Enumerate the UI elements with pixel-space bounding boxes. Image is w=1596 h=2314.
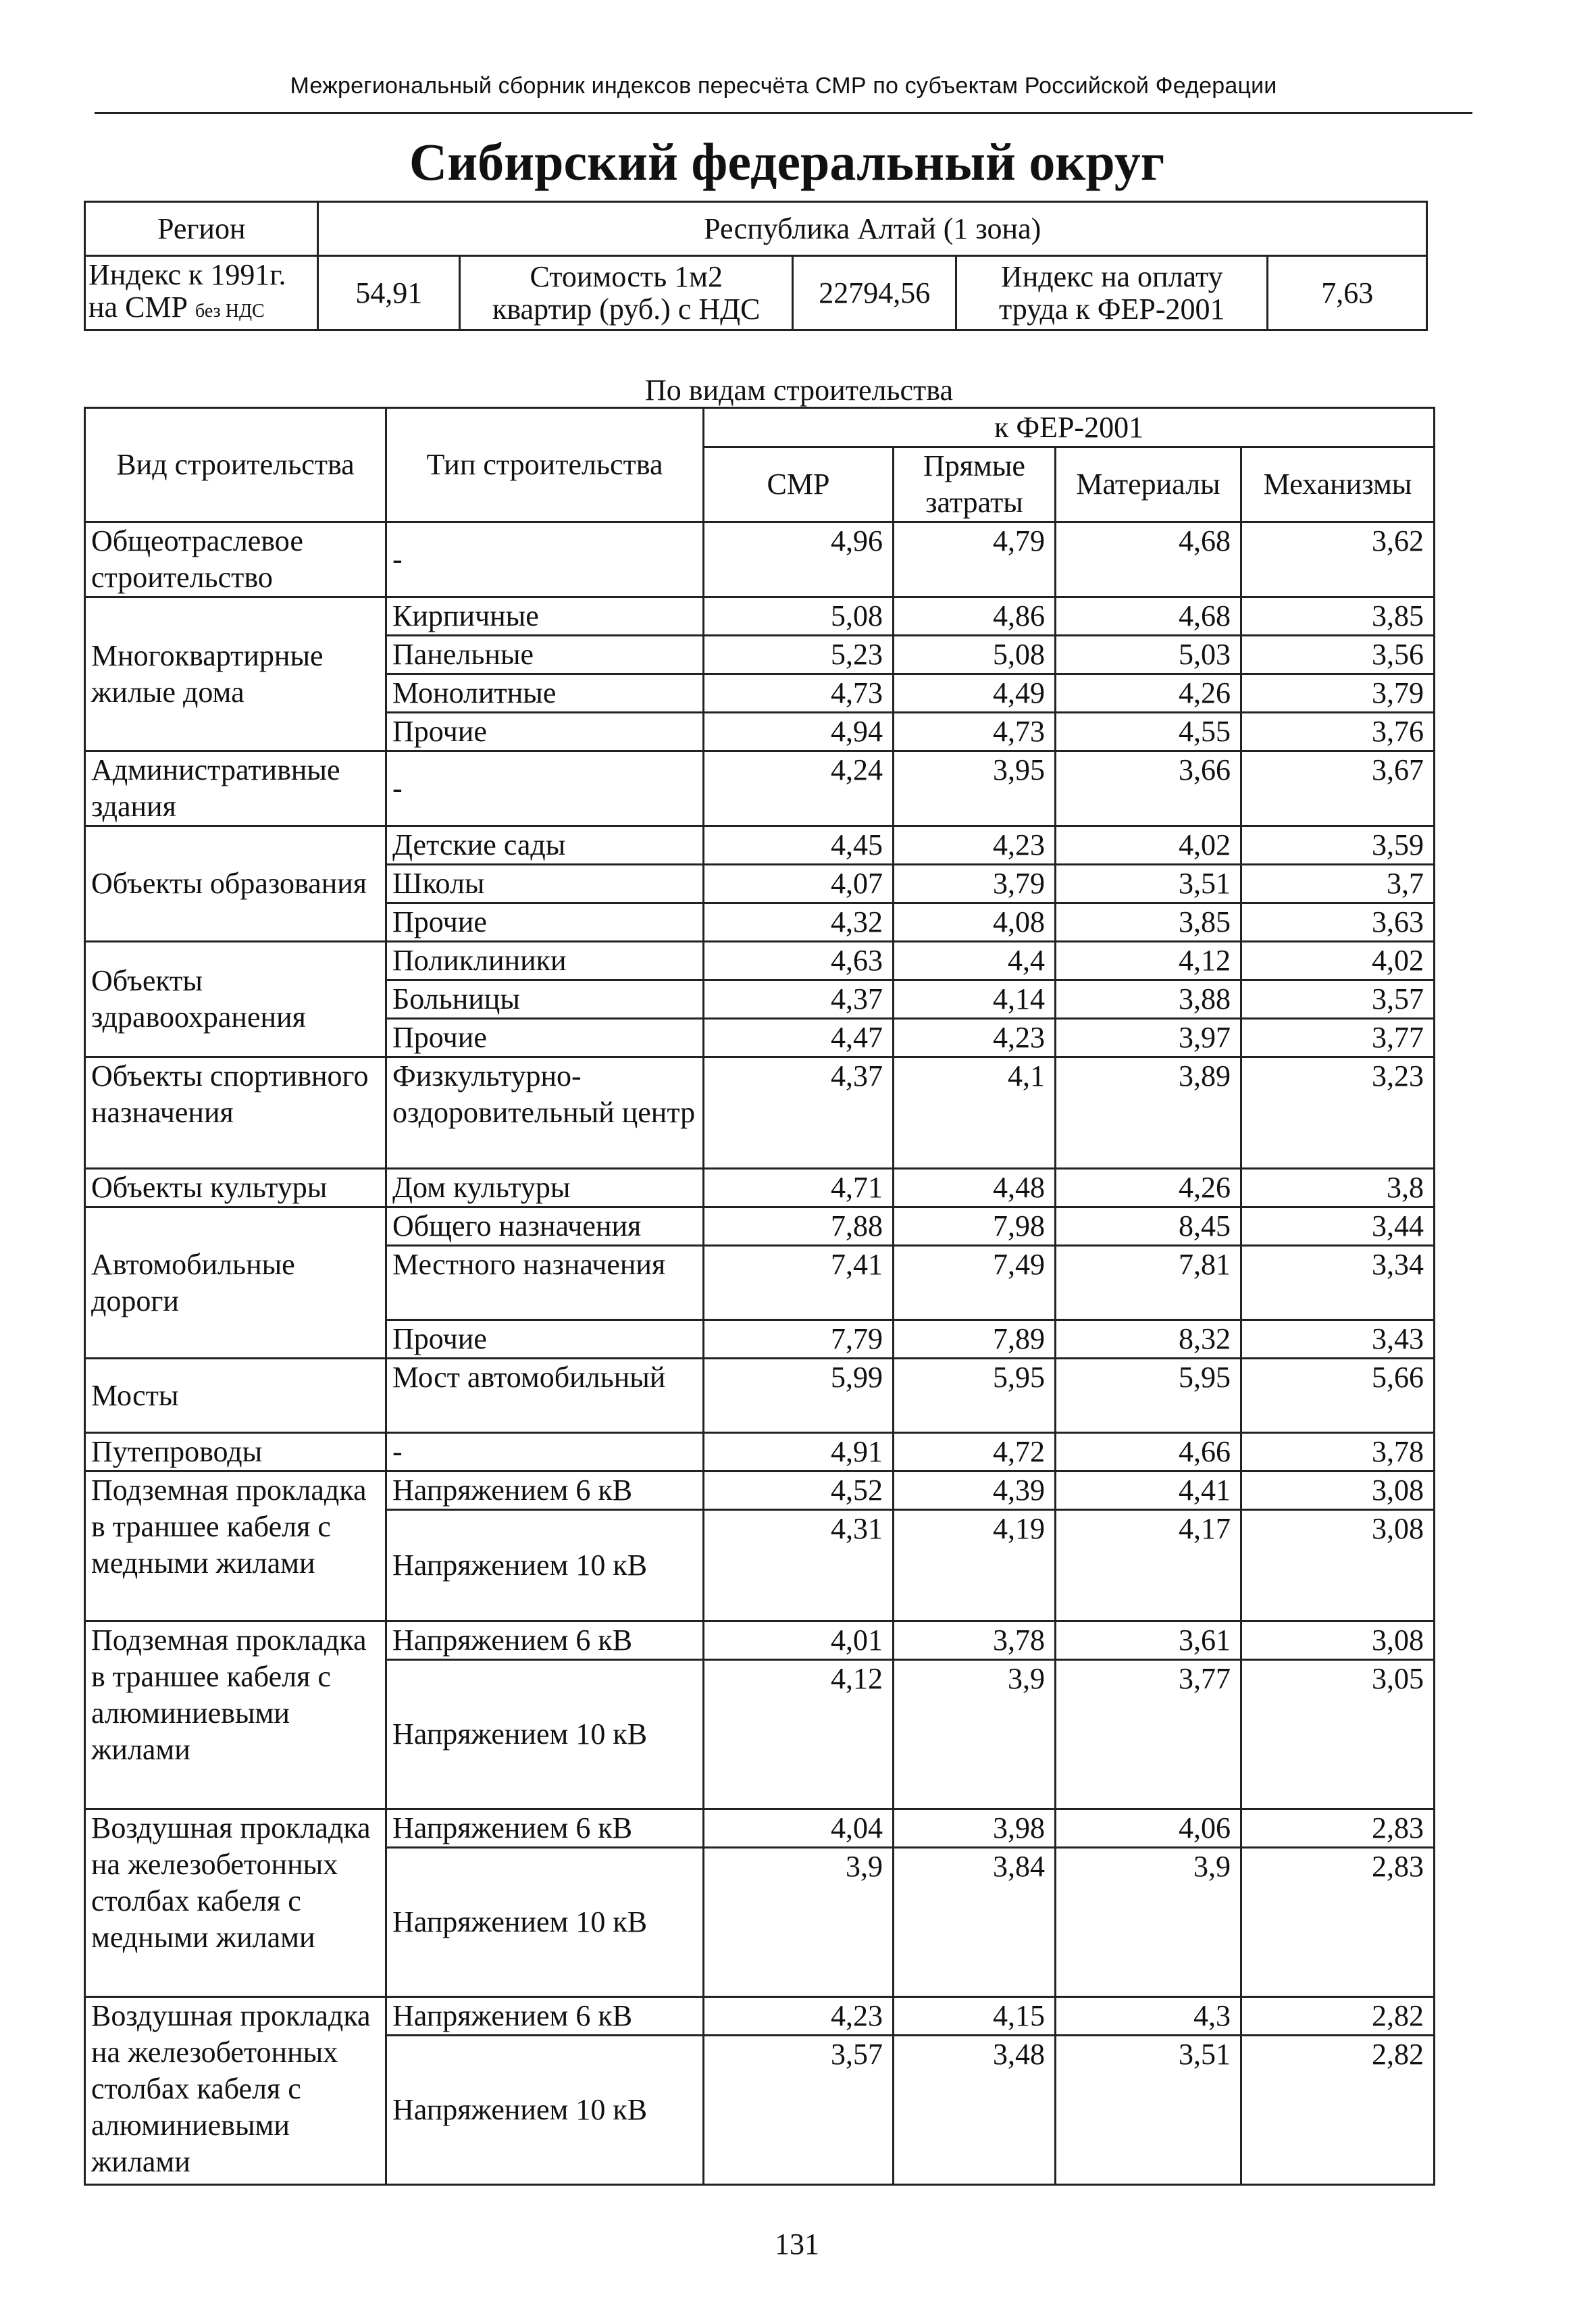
- direct-cell: 4,4: [894, 942, 1056, 980]
- mat-cell: 4,26: [1056, 674, 1241, 713]
- type-cell: Напряжением 10 кВ: [386, 1848, 704, 1997]
- direct-cell: 3,84: [894, 1848, 1056, 1997]
- mat-cell: 4,26: [1056, 1169, 1241, 1207]
- kind-cell: Объекты культуры: [85, 1169, 386, 1207]
- col-header-direct: Прямые затраты: [894, 447, 1056, 522]
- mat-cell: 3,85: [1056, 903, 1241, 942]
- mech-cell: 3,67: [1241, 751, 1435, 826]
- smr-cell: 3,9: [704, 1848, 894, 1997]
- smr-cell: 5,23: [704, 636, 894, 674]
- mat-cell: 5,95: [1056, 1359, 1241, 1433]
- type-cell: Мост автомобильный: [386, 1359, 704, 1433]
- direct-cell: 4,14: [894, 980, 1056, 1019]
- mat-cell: 4,06: [1056, 1809, 1241, 1848]
- mech-cell: 2,82: [1241, 2036, 1435, 2185]
- smr-cell: 3,57: [704, 2036, 894, 2185]
- smr-cell: 4,71: [704, 1169, 894, 1207]
- mech-cell: 3,63: [1241, 903, 1435, 942]
- smr-cell: 4,37: [704, 1057, 894, 1169]
- mat-cell: 3,77: [1056, 1660, 1241, 1809]
- type-cell: -: [386, 1433, 704, 1472]
- direct-cell: 5,08: [894, 636, 1056, 674]
- mech-cell: 3,62: [1241, 522, 1435, 597]
- type-cell: Прочие: [386, 1019, 704, 1057]
- construction-index-table: [84, 407, 1435, 2186]
- smr-cell: 4,04: [704, 1809, 894, 1848]
- mech-cell: 3,77: [1241, 1019, 1435, 1057]
- mech-cell: 2,83: [1241, 1848, 1435, 1997]
- direct-cell: 3,98: [894, 1809, 1056, 1848]
- kind-cell: Мосты: [85, 1359, 386, 1433]
- index-1991-label: Индекс к 1991г. на СМР без НДС: [85, 256, 318, 330]
- type-cell: Местного назначения: [386, 1246, 704, 1320]
- direct-cell: 3,79: [894, 865, 1056, 903]
- table-row: [85, 1809, 1435, 1848]
- mat-cell: 4,12: [1056, 942, 1241, 980]
- mat-cell: 3,88: [1056, 980, 1241, 1019]
- cost-value: 22794,56: [793, 256, 956, 330]
- mech-cell: 4,02: [1241, 942, 1435, 980]
- type-cell: Напряжением 6 кВ: [386, 1472, 704, 1510]
- mech-cell: 3,59: [1241, 826, 1435, 865]
- region-value: Республика Алтай (1 зона): [318, 202, 1427, 256]
- direct-cell: 5,95: [894, 1359, 1056, 1433]
- mech-cell: 3,23: [1241, 1057, 1435, 1169]
- mech-cell: 3,43: [1241, 1320, 1435, 1359]
- wage-index-label: Индекс на оплату труда к ФЕР-2001: [956, 256, 1268, 330]
- direct-cell: 3,9: [894, 1660, 1056, 1809]
- kind-cell: Автомобильные дороги: [85, 1207, 386, 1359]
- type-cell: Напряжением 6 кВ: [386, 1621, 704, 1660]
- kind-cell: Объекты здравоохранения: [85, 942, 386, 1057]
- type-cell: -: [386, 751, 704, 826]
- mech-cell: 3,34: [1241, 1246, 1435, 1320]
- kind-cell: Подземная прокладка в траншее кабеля с медными жилами: [85, 1472, 386, 1621]
- mat-cell: 8,45: [1056, 1207, 1241, 1246]
- type-cell: Панельные: [386, 636, 704, 674]
- direct-cell: 3,48: [894, 2036, 1056, 2185]
- mech-cell: 3,57: [1241, 980, 1435, 1019]
- mech-cell: 2,82: [1241, 1997, 1435, 2036]
- kind-cell: Общеотраслевое строительство: [85, 522, 386, 597]
- mat-cell: 3,61: [1056, 1621, 1241, 1660]
- type-cell: Монолитные: [386, 674, 704, 713]
- smr-cell: 4,31: [704, 1510, 894, 1621]
- smr-cell: 4,45: [704, 826, 894, 865]
- page-title: Сибирский федеральный округ: [409, 132, 1165, 191]
- type-cell: Напряжением 10 кВ: [386, 1510, 704, 1621]
- smr-cell: 5,08: [704, 597, 894, 636]
- mech-cell: 3,56: [1241, 636, 1435, 674]
- direct-cell: 4,79: [894, 522, 1056, 597]
- mech-cell: 3,44: [1241, 1207, 1435, 1246]
- direct-cell: 4,1: [894, 1057, 1056, 1169]
- smr-cell: 4,01: [704, 1621, 894, 1660]
- mech-cell: 3,08: [1241, 1621, 1435, 1660]
- region-table: [84, 201, 1428, 331]
- smr-cell: 4,32: [704, 903, 894, 942]
- direct-cell: 4,49: [894, 674, 1056, 713]
- mat-cell: 4,68: [1056, 597, 1241, 636]
- smr-cell: 5,99: [704, 1359, 894, 1433]
- mech-cell: 3,85: [1241, 597, 1435, 636]
- type-cell: Прочие: [386, 1320, 704, 1359]
- table-row: [85, 942, 1435, 980]
- mech-cell: 3,76: [1241, 713, 1435, 751]
- page-number: 131: [775, 2228, 819, 2261]
- smr-cell: 7,88: [704, 1207, 894, 1246]
- type-cell: Общего назначения: [386, 1207, 704, 1246]
- direct-cell: 4,73: [894, 713, 1056, 751]
- direct-cell: 3,78: [894, 1621, 1056, 1660]
- mech-cell: 3,8: [1241, 1169, 1435, 1207]
- table-row: [85, 1169, 1435, 1207]
- type-cell: Напряжением 10 кВ: [386, 1660, 704, 1809]
- direct-cell: 4,08: [894, 903, 1056, 942]
- direct-cell: 3,95: [894, 751, 1056, 826]
- mech-cell: 3,79: [1241, 674, 1435, 713]
- direct-cell: 7,89: [894, 1320, 1056, 1359]
- smr-cell: 4,12: [704, 1660, 894, 1809]
- smr-cell: 4,47: [704, 1019, 894, 1057]
- col-group-header: к ФЕР-2001: [704, 408, 1435, 447]
- kind-cell: Воздушная прокладка на железобетонных столбах кабеля с алюминиевыми жилами: [85, 1997, 386, 2185]
- col-header-smr: СМР: [704, 447, 894, 522]
- kind-cell: Административные здания: [85, 751, 386, 826]
- mat-cell: 3,97: [1056, 1019, 1241, 1057]
- kind-cell: Подземная прокладка в траншее кабеля с алюминиевыми жилами: [85, 1621, 386, 1809]
- smr-cell: 4,63: [704, 942, 894, 980]
- smr-cell: 4,73: [704, 674, 894, 713]
- direct-cell: 7,98: [894, 1207, 1056, 1246]
- smr-cell: 4,37: [704, 980, 894, 1019]
- direct-cell: 4,48: [894, 1169, 1056, 1207]
- table-row: [85, 1621, 1435, 1660]
- smr-cell: 4,94: [704, 713, 894, 751]
- mat-cell: 4,41: [1056, 1472, 1241, 1510]
- table-row: [85, 751, 1435, 826]
- type-cell: Поликлиники: [386, 942, 704, 980]
- mat-cell: 5,03: [1056, 636, 1241, 674]
- smr-cell: 4,96: [704, 522, 894, 597]
- table-row: [85, 1472, 1435, 1510]
- type-cell: Физкультурно-оздоровительный центр: [386, 1057, 704, 1169]
- direct-cell: 4,15: [894, 1997, 1056, 2036]
- mat-cell: 3,51: [1056, 2036, 1241, 2185]
- smr-cell: 4,24: [704, 751, 894, 826]
- kind-cell: Объекты спортивного назначения: [85, 1057, 386, 1169]
- mat-cell: 4,66: [1056, 1433, 1241, 1472]
- mat-cell: 4,55: [1056, 713, 1241, 751]
- mat-cell: 3,9: [1056, 1848, 1241, 1997]
- kind-cell: Воздушная прокладка на железобетонных столбах кабеля с медными жилами: [85, 1809, 386, 1997]
- direct-cell: 4,23: [894, 826, 1056, 865]
- direct-cell: 4,39: [894, 1472, 1056, 1510]
- index-1991-value: 54,91: [318, 256, 460, 330]
- table-row: [85, 1207, 1435, 1246]
- smr-cell: 4,52: [704, 1472, 894, 1510]
- table-row: [85, 1359, 1435, 1433]
- col-header-type: Тип строительства: [386, 408, 704, 522]
- mat-cell: 7,81: [1056, 1246, 1241, 1320]
- kind-cell: Многоквартирные жилые дома: [85, 597, 386, 751]
- type-cell: Прочие: [386, 903, 704, 942]
- type-cell: Детские сады: [386, 826, 704, 865]
- mech-cell: 3,08: [1241, 1510, 1435, 1621]
- mat-cell: 3,66: [1056, 751, 1241, 826]
- mech-cell: 3,78: [1241, 1433, 1435, 1472]
- direct-cell: 4,19: [894, 1510, 1056, 1621]
- mat-cell: 3,51: [1056, 865, 1241, 903]
- kind-cell: Объекты образования: [85, 826, 386, 942]
- wage-index-value: 7,63: [1268, 256, 1427, 330]
- type-cell: Дом культуры: [386, 1169, 704, 1207]
- smr-cell: 4,07: [704, 865, 894, 903]
- mat-cell: 4,68: [1056, 522, 1241, 597]
- table-row: [85, 597, 1435, 636]
- table-row: [85, 1057, 1435, 1169]
- mech-cell: 5,66: [1241, 1359, 1435, 1433]
- header-rule: [95, 112, 1472, 114]
- direct-cell: 4,23: [894, 1019, 1056, 1057]
- direct-cell: 7,49: [894, 1246, 1056, 1320]
- table-row: [85, 1433, 1435, 1472]
- type-cell: Прочие: [386, 713, 704, 751]
- mat-cell: 8,32: [1056, 1320, 1241, 1359]
- mech-cell: 3,05: [1241, 1660, 1435, 1809]
- mat-cell: 4,3: [1056, 1997, 1241, 2036]
- mat-cell: 3,89: [1056, 1057, 1241, 1169]
- type-cell: Кирпичные: [386, 597, 704, 636]
- smr-cell: 4,23: [704, 1997, 894, 2036]
- type-cell: -: [386, 522, 704, 597]
- type-cell: Напряжением 6 кВ: [386, 1997, 704, 2036]
- type-cell: Школы: [386, 865, 704, 903]
- table-row: [85, 1997, 1435, 2036]
- mech-cell: 3,7: [1241, 865, 1435, 903]
- region-label: Регион: [85, 202, 318, 256]
- col-header-kind: Вид строительства: [85, 408, 386, 522]
- table-row: [85, 522, 1435, 597]
- table-subtitle: По видам строительства: [645, 374, 953, 407]
- col-header-mechanisms: Механизмы: [1241, 447, 1435, 522]
- type-cell: Больницы: [386, 980, 704, 1019]
- smr-cell: 7,41: [704, 1246, 894, 1320]
- kind-cell: Путепроводы: [85, 1433, 386, 1472]
- mech-cell: 2,83: [1241, 1809, 1435, 1848]
- smr-cell: 4,91: [704, 1433, 894, 1472]
- col-header-materials: Материалы: [1056, 447, 1241, 522]
- cost-label: Стоимость 1м2 квартир (руб.) с НДС: [460, 256, 793, 330]
- direct-cell: 4,72: [894, 1433, 1056, 1472]
- table-row: [85, 826, 1435, 865]
- mech-cell: 3,08: [1241, 1472, 1435, 1510]
- running-header: Межрегиональный сборник индексов пересчёта СМР по субъектам Российской Федерации: [290, 73, 1277, 99]
- type-cell: Напряжением 10 кВ: [386, 2036, 704, 2185]
- mat-cell: 4,17: [1056, 1510, 1241, 1621]
- mat-cell: 4,02: [1056, 826, 1241, 865]
- smr-cell: 7,79: [704, 1320, 894, 1359]
- direct-cell: 4,86: [894, 597, 1056, 636]
- type-cell: Напряжением 6 кВ: [386, 1809, 704, 1848]
